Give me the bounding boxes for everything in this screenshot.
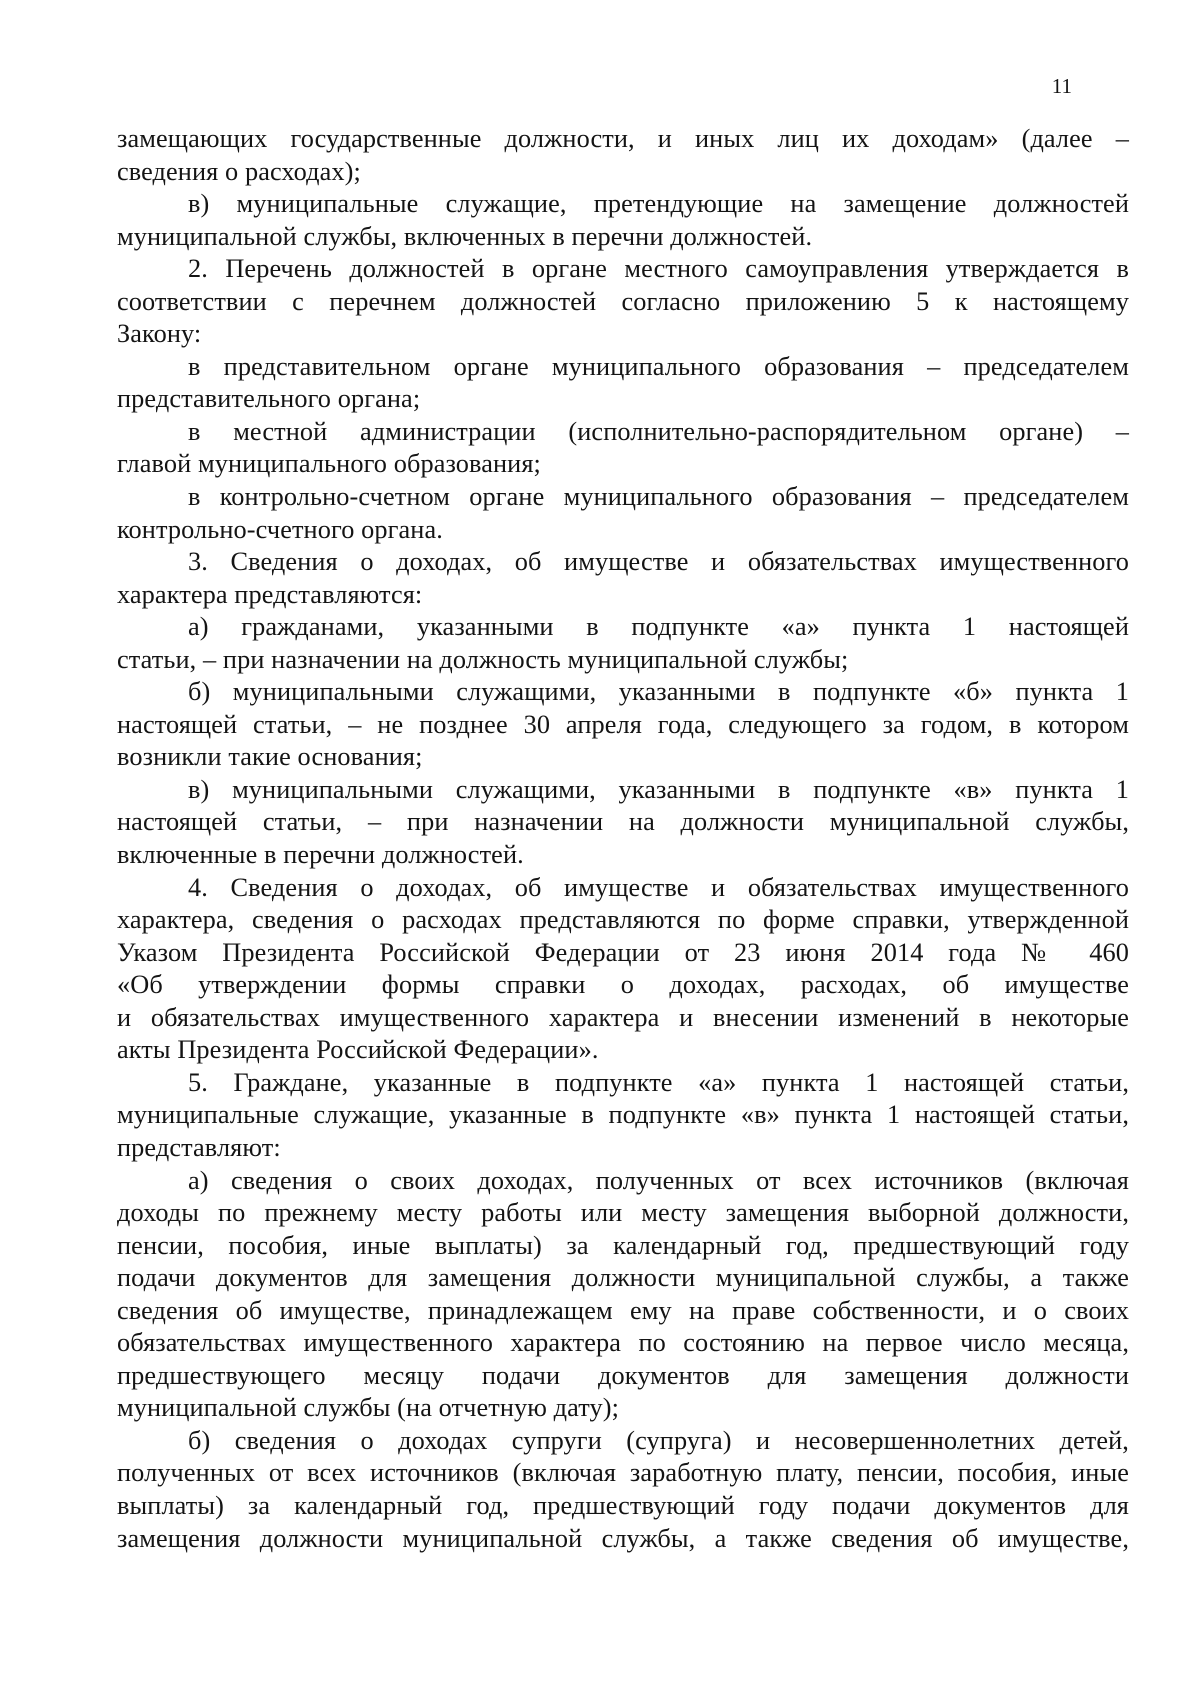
text-line: статьи, – при назначении на должность муниципальной службы;	[117, 644, 849, 674]
text-line: представительного органа;	[117, 384, 421, 414]
text-line: замещающих государственные должности, и иных лиц их доходам» (далее –	[117, 124, 1129, 153]
text-line: главой муниципального образования;	[117, 449, 541, 479]
text-line: акты Президента Российской Федерации».	[117, 1035, 599, 1065]
text-line: 4. Сведения о доходах, об имуществе и обязательствах имущественного	[188, 872, 1129, 902]
text-line: настоящей статьи, – не позднее 30 апреля года, следующего за годом, в котором	[117, 709, 1129, 739]
text-line: муниципальной службы, включенных в перечни должностей.	[117, 221, 813, 251]
text-line: сведения об имуществе, принадлежащем ему на праве собственности, и о своих	[117, 1295, 1129, 1325]
text-line: характера, сведения о расходах представляются по форме справки, утвержденной	[117, 905, 1129, 935]
text-line: замещения должности муниципальной службы, а также сведения об имуществе,	[117, 1523, 1129, 1553]
text-line: представляют:	[117, 1132, 281, 1162]
text-line: Закону:	[117, 319, 202, 349]
text-line: обязательствах имущественного характера по состоянию на первое число месяца,	[117, 1328, 1129, 1358]
text-line: контрольно-счетного органа.	[117, 514, 443, 544]
text-line: выплаты) за календарный год, предшествующий году подачи документов для	[117, 1490, 1129, 1520]
text-line: муниципальные служащие, указанные в подпункте «в» пункта 1 настоящей статьи,	[117, 1100, 1129, 1130]
text-line: характера представляются:	[117, 579, 423, 609]
text-line: муниципальной службы (на отчетную дату);	[117, 1393, 620, 1423]
text-line: 2. Перечень должностей в органе местного самоуправления утверждается в	[188, 254, 1129, 284]
text-line: полученных от всех источников (включая заработную плату, пенсии, пособия, иные	[117, 1458, 1129, 1488]
text-line: и обязательствах имущественного характера и внесении изменений в некоторые	[117, 1002, 1129, 1032]
text-line: а) гражданами, указанными в подпункте «а» пункта 1 настоящей	[188, 612, 1129, 642]
text-line: пенсии, пособия, иные выплаты) за календарный год, предшествующий году	[117, 1230, 1129, 1260]
text-line: возникли такие основания;	[117, 742, 423, 772]
page-number: 11	[1051, 74, 1072, 98]
text-line: 5. Граждане, указанные в подпункте «а» пункта 1 настоящей статьи,	[188, 1067, 1129, 1097]
text-line: предшествующего месяцу подачи документов для замещения должности	[117, 1360, 1129, 1390]
text-line: «Об утверждении формы справки о доходах, расходах, об имуществе	[117, 970, 1129, 1000]
text-line: подачи документов для замещения должности муниципальной службы, а также	[117, 1263, 1129, 1293]
text-line: в местной администрации (исполнительно-распорядительном органе) –	[188, 416, 1129, 446]
text-line: 3. Сведения о доходах, об имуществе и обязательствах имущественного	[188, 547, 1129, 577]
text-line: сведения о расходах);	[117, 156, 361, 186]
text-line: Указом Президента Российской Федерации от 23 июня 2014 года № 460	[117, 937, 1129, 967]
text-line: в) муниципальные служащие, претендующие на замещение должностей	[188, 189, 1129, 219]
text-line: в) муниципальными служащими, указанными в подпункте «в» пункта 1	[188, 774, 1129, 804]
text-line: б) сведения о доходах супруги (супруга) и несовершеннолетних детей,	[188, 1425, 1129, 1455]
text-line: в представительном органе муниципального образования – председателем	[188, 351, 1129, 381]
text-line: соответствии с перечнем должностей согласно приложению 5 к настоящему	[117, 286, 1129, 316]
text-line: настоящей статьи, – при назначении на должности муниципальной службы,	[117, 807, 1129, 837]
text-line: а) сведения о своих доходах, полученных от всех источников (включая	[188, 1165, 1129, 1195]
text-line: в контрольно-счетном органе муниципального образования – председателем	[188, 482, 1129, 512]
document-body	[117, 123, 1129, 1555]
text-line: доходы по прежнему месту работы или месту замещения выборной должности,	[117, 1198, 1129, 1228]
text-line: включенные в перечни должностей.	[117, 840, 524, 870]
text-line: б) муниципальными служащими, указанными в подпункте «б» пункта 1	[188, 677, 1129, 707]
